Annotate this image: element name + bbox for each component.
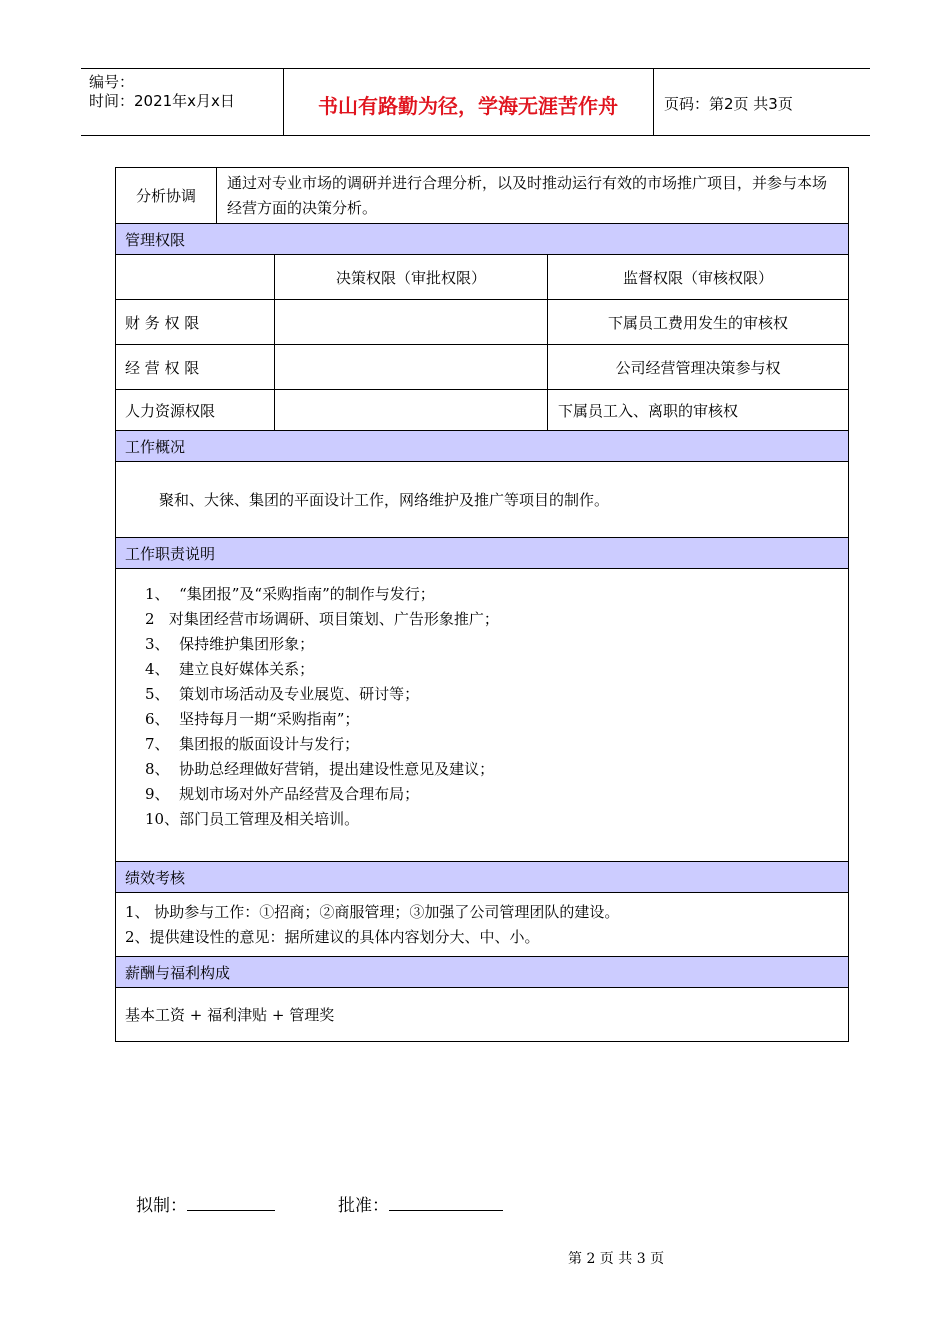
- approved-signature-line[interactable]: [389, 1192, 503, 1211]
- overview-section-header: 工作概况: [116, 431, 848, 462]
- approved-label: 批准：: [338, 1196, 389, 1216]
- supervise-authority-value: 下属员工入、离职的审核权: [547, 390, 848, 430]
- authority-section-header: 管理权限: [116, 224, 848, 255]
- performance-body: [116, 893, 848, 957]
- header-top-border: [81, 68, 870, 69]
- duty-item: 6、 坚持每月一期“采购指南”；: [145, 710, 360, 728]
- header-divider-right: [653, 68, 654, 135]
- decision-authority-header: 决策权限（审批权限）: [274, 255, 547, 299]
- footer-page-number: 第 2 页 共 3 页: [568, 1251, 665, 1267]
- authority-column-header: [116, 255, 848, 300]
- analysis-row: [116, 168, 848, 224]
- duty-item: 9、 规划市场对外产品经营及合理布局；: [145, 785, 420, 803]
- authority-row-finance: [116, 300, 848, 345]
- drafted-signature-line[interactable]: [187, 1192, 275, 1211]
- authority-label: 经 营 权 限: [125, 358, 200, 377]
- drafted-by: [136, 1191, 275, 1216]
- document-number-label: 编号：: [89, 73, 135, 91]
- header-bottom-border: [81, 135, 870, 136]
- overview-text: 聚和、大徕、集团的平面设计工作，网络维护及推广等项目的制作。: [159, 491, 610, 509]
- drafted-label: 拟制：: [136, 1196, 187, 1216]
- duty-item: 1、 “集团报”及“采购指南”的制作与发行；: [145, 585, 435, 603]
- authority-label: 财 务 权 限: [125, 313, 200, 332]
- duty-item: 8、 协助总经理做好营销，提出建设性意见及建议；: [145, 760, 495, 778]
- supervise-authority-value: 下属员工费用发生的审核权: [547, 300, 848, 344]
- analysis-text: [216, 168, 848, 223]
- duty-item: 10、部门员工管理及相关培训。: [145, 810, 360, 828]
- duty-item: 7、 集团报的版面设计与发行；: [145, 735, 360, 753]
- salary-section-header: 薪酬与福利构成: [116, 957, 848, 988]
- authority-corner-cell: [116, 255, 274, 299]
- authority-row-hr: [116, 390, 848, 431]
- duties-list: [145, 582, 499, 832]
- authority-label: 人力资源权限: [125, 401, 216, 420]
- performance-section-header: 绩效考核: [116, 862, 848, 893]
- document-time-label: 时间：2021年x月x日: [89, 92, 235, 110]
- duty-item: 5、 策划市场活动及专业展览、研讨等；: [145, 685, 420, 703]
- performance-item: 1、 协助参与工作：①招商；②商服管理；③加强了公司管理团队的建设。: [125, 903, 620, 921]
- duties-section-header: 工作职责说明: [116, 538, 848, 569]
- decision-authority-value: [274, 390, 547, 430]
- duty-item: 3、 保持维护集团形象；: [145, 635, 315, 653]
- approved-by: [338, 1191, 503, 1216]
- overview-body: [116, 462, 848, 538]
- header-page-label: 页码：第2页 共3页: [664, 95, 793, 113]
- job-description-table: [115, 167, 849, 1042]
- performance-item: 2、提供建设性的意见：据所建议的具体内容划分大、中、小。: [125, 928, 540, 946]
- authority-row-operations: [116, 345, 848, 390]
- decision-authority-value: [274, 300, 547, 344]
- supervise-authority-header: 监督权限（审核权限）: [547, 255, 848, 299]
- salary-text: 基本工资 + 福利津贴 + 管理奖: [125, 1006, 335, 1024]
- duty-item: 4、 建立良好媒体关系；: [145, 660, 315, 678]
- duties-body: [116, 569, 848, 862]
- header-motto: 书山有路勤为径，学海无涯苦作舟: [318, 94, 618, 118]
- analysis-label: 分析协调: [135, 187, 196, 205]
- salary-body: [116, 988, 848, 1041]
- performance-list: [125, 900, 619, 950]
- analysis-text-content: 通过对专业市场的调研并进行合理分析，以及时推动运行有效的市场推广项目，并参与本场经营方面的决策分析。: [227, 173, 828, 217]
- decision-authority-value: [274, 345, 547, 389]
- supervise-authority-value: 公司经营管理决策参与权: [547, 345, 848, 389]
- duty-item: 2 对集团经营市场调研、项目策划、广告形象推广；: [145, 610, 499, 628]
